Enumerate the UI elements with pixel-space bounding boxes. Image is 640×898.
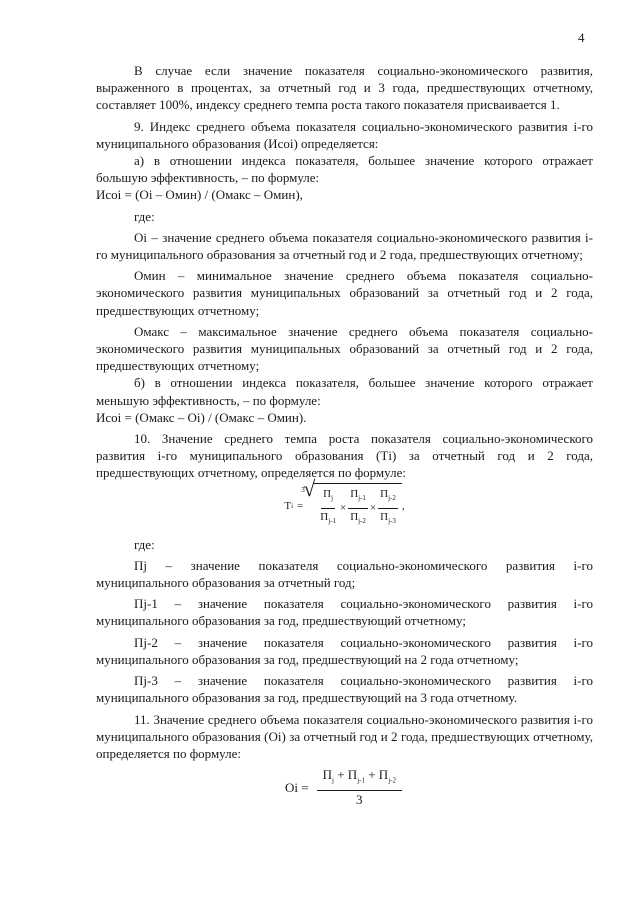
- fraction-3-den-sub: j-3: [388, 516, 396, 525]
- where-label-2: где:: [134, 536, 155, 552]
- oi-num-p3: + П: [364, 767, 389, 783]
- oi-num-p2: + П: [333, 767, 358, 783]
- formula-oi-denominator: 3: [356, 791, 363, 807]
- times-sign-2: ×: [369, 501, 377, 514]
- fraction-2-den-sub: j-2: [358, 516, 366, 525]
- paragraph-percent-case: В случае если значение показателя социально-экономического развития, выраженного в процентах, за отчетный год и 3 года, предшествующих отчетному, составляет 100%, индексу среднего темпа роста такого показателя присваивается 1.: [96, 63, 593, 113]
- fraction-3-num-sub: j-2: [388, 494, 396, 503]
- formula-oi-fraction: [317, 766, 402, 808]
- fraction-1-den: П: [320, 510, 329, 523]
- definition-omin: Омин – минимальное значение среднего объема показателя социально-экономического развития муниципальных образований за отчетный год и 2 года, предшествующих отчетному;: [96, 268, 593, 318]
- definition-pj-3: Пj-3 – значение показателя социально-экономического развития i-го муниципального образования за год, предшествующий на 3 года отчетному.: [96, 673, 593, 706]
- times-sign-1: ×: [339, 501, 347, 514]
- fraction-3-den: П: [380, 510, 389, 523]
- paragraph-item-9: 9. Индекс среднего объема показателя социально-экономического развития i-го муниципального образования (Исоi) определяется:: [96, 118, 593, 151]
- formula-oi-numerator: [317, 766, 402, 791]
- formula-iso-a: Исоi = (Оi – Омин) / (Омакс – Омин),: [96, 187, 303, 203]
- where-label-1: где:: [134, 208, 155, 224]
- fraction-2-num: П: [350, 488, 359, 501]
- formula-ti: [96, 484, 593, 530]
- definition-pj-1: Пj-1 – значение показателя социально-экономического развития i-го муниципального образования за год, предшествующий отчетному;: [96, 596, 593, 629]
- oi-num-sub1: j: [332, 776, 334, 785]
- document-body: [96, 62, 593, 808]
- formula-ti-fraction-2: [348, 486, 368, 530]
- definition-pj: Пj – значение показателя социально-экономического развития i-го муниципального образования за отчетный год;: [96, 557, 593, 591]
- formula-ti-eq: =: [297, 500, 304, 513]
- formula-iso-b: Исоi = (Омакс – Оi) / (Омакс – Омин).: [96, 409, 307, 425]
- oi-num-sub3: j-2: [388, 776, 396, 785]
- paragraph-case-b: б) в отношении индекса показателя, большее значение которого отражает меньшую эффективность, – по формуле:: [96, 375, 593, 408]
- oi-num-p1: П: [322, 767, 332, 783]
- paragraph-case-a: а) в отношении индекса показателя, большее значение которого отражает большую эффективность, – по формуле:: [96, 153, 593, 186]
- oi-num-sub2: j-1: [357, 776, 365, 785]
- formula-ti-lhs: T: [284, 500, 292, 513]
- formula-oi: [96, 766, 593, 808]
- formula-ti-fraction-1: [318, 486, 338, 530]
- page-number: 4: [578, 30, 585, 45]
- formula-ti-root-index: √ 3: [301, 486, 305, 495]
- formula-ti-lhs-sub: i: [291, 502, 294, 511]
- fraction-1-den-sub: j-1: [328, 516, 336, 525]
- paragraph-item-11: 11. Значение среднего объема показателя социально-экономического развития i-го муниципального образования (Оi) за отчетный год и 2 года, предшествующих отчетному, определяется по формуле:: [96, 711, 593, 761]
- definition-pj-2: Пj-2 – значение показателя социально-экономического развития i-го муниципального образования за год, предшествующий на 2 года отчетному;: [96, 634, 593, 667]
- fraction-1-num-sub: j: [331, 494, 334, 503]
- formula-ti-tail: ,: [401, 500, 405, 513]
- formula-ti-fraction-3: [378, 486, 398, 530]
- fraction-2-num-sub: j-1: [358, 494, 366, 503]
- fraction-2-den: П: [350, 510, 359, 523]
- definition-oi: Оi – значение среднего объема показателя социально-экономического развития i-го муниципального образования за отчетный год и 2 года, предшествующих отчетному;: [96, 229, 593, 263]
- paragraph-item-10: 10. Значение среднего темпа роста показателя социально-экономического развития i-го муниципального образования (Тi) за отчетный год и 2 года, предшествующих отчетному, определяется по формуле:: [96, 431, 593, 481]
- fraction-1-num: П: [323, 488, 332, 501]
- fraction-3-num: П: [380, 488, 389, 501]
- formula-ti-radical: [301, 483, 402, 530]
- formula-oi-lhs: Оi =: [285, 779, 309, 795]
- definition-omax: Омакс – максимальное значение среднего объема показателя социально-экономического развития муниципальных образований за отчетный год и 2 года, предшествующих отчетному;: [96, 323, 593, 374]
